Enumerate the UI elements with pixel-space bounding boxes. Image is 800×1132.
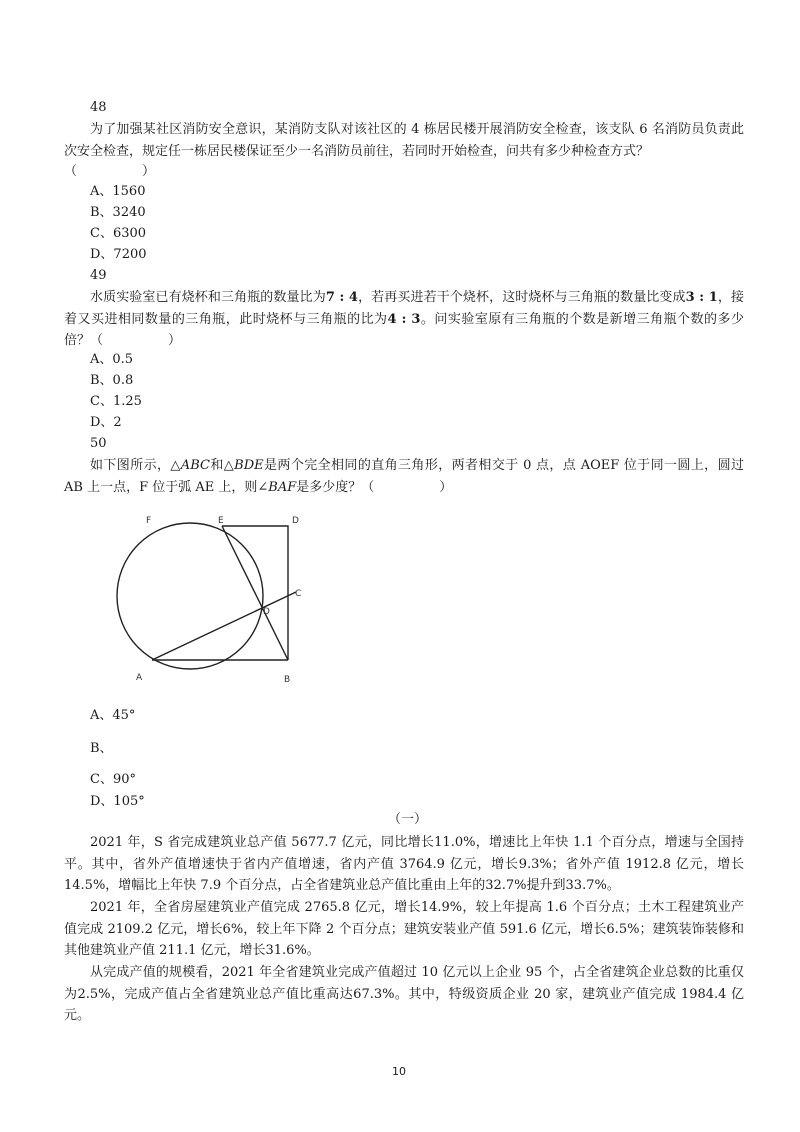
question-49-option-b[interactable]: B、0.8 (90, 373, 134, 388)
segment-eb (222, 526, 288, 660)
question-48-number: 48 (90, 100, 107, 115)
question-50-option-b[interactable]: B、 (90, 741, 113, 756)
q50-stem-part-b: 和 (209, 458, 224, 473)
q49-ratio-2: 3 : 1 (685, 290, 718, 305)
label-b: B (284, 675, 291, 685)
section-paragraph-1: 2021 年，S 省完成建筑业总产值 5677.7 亿元，同比增长11.0%，增速比上年快 1.1 个百分点，增速与全国持平。其中，省外产值增速快于省内产值增速，省内产值 3764.9 亿元，增长9.3%；省外产值 1912.8 亿元，增长14.5%，增幅比上年快 7.9 个百分点，占全省建筑业总产值比重由上年的32.7%提升到33.7%。 (64, 835, 744, 893)
q50-stem-part-d: 是多少度？（ ） (296, 479, 453, 495)
question-48-stem: 为了加强某社区消防安全意识，某消防支队对该社区的 4 栋居民楼开展消防安全检查，该支队 6 名消防员负责此次安全检查，规定任一栋居民楼保证至少一名消防员前往，若同时开始检查，问共有多少种检查方式？ (64, 122, 744, 159)
q50-triangle-bde: △BDE (223, 458, 264, 473)
page-number: 10 (392, 1065, 406, 1078)
q49-ratio-3: 4 : 3 (387, 311, 421, 327)
question-49-number: 49 (90, 268, 107, 283)
question-48-answer-blank: （ ） (64, 164, 156, 179)
section-title: （一） (388, 812, 428, 827)
q49-stem-part-c: ，接着又买进相同数量的三角瓶，此时烧杯与三角瓶的比为 (64, 290, 744, 327)
geometry-figure (100, 508, 320, 693)
question-50-option-a[interactable]: A、45° (90, 708, 136, 723)
circle (117, 523, 263, 669)
section-paragraph-3: 从完成产值的规模看，2021 年全省建筑业完成产值超过 10 亿元以上企业 95 个，占全省建筑企业总数的比重仅为2.5%，完成产值占全省建筑业总产值比重高达67.3%。其中，特级资质企业 20 家，建筑业产值完成 1984.4 亿元。 (64, 965, 744, 1023)
question-50-option-c[interactable]: C、90° (90, 772, 136, 787)
question-48-option-a[interactable]: A、1560 (90, 184, 146, 199)
question-49-option-c[interactable]: C、1.25 (90, 394, 142, 409)
question-49-option-a[interactable]: A、0.5 (90, 352, 134, 367)
label-a: A (136, 673, 143, 683)
q49-ratio-1: 7 : 4 (325, 290, 358, 305)
q50-triangle-abc: △ABC (170, 458, 210, 473)
label-e: E (218, 516, 224, 526)
q49-stem-part-d: 。问实验室原有三角瓶的个数是新增三角瓶个数的多少倍？（ ） (64, 311, 744, 348)
q50-stem-part-c: 是两个完全相同的直角三角形，两者相交于 0 点，点 AOEF 位于同一圆上，圆过 AB 上一点，F 位于弧 AE 上，则 (64, 458, 744, 495)
q50-stem-part-a: 如下图所示， (90, 458, 171, 473)
question-50-stem (64, 455, 744, 498)
question-49-stem (64, 287, 744, 352)
q49-stem-part-b: ，若再买进若干个烧杯，这时烧杯与三角瓶的数量比变成 (357, 290, 686, 305)
question-48-option-b[interactable]: B、3240 (90, 205, 146, 220)
label-o: D (263, 607, 270, 617)
q49-stem-part-a: 水质实验室已有烧杯和三角瓶的数量比为 (90, 290, 326, 305)
question-50-number: 50 (90, 436, 107, 451)
label-d: D (292, 516, 299, 526)
label-c: C (295, 589, 302, 599)
question-50-option-d[interactable]: D、105° (90, 794, 145, 809)
question-49-option-d[interactable]: D、2 (90, 415, 122, 430)
question-48-option-d[interactable]: D、7200 (90, 247, 147, 262)
section-paragraph-2: 2021 年，全省房屋建筑业产值完成 2765.8 亿元，增长14.9%，较上年提高 1.6 个百分点；土木工程建筑业产值完成 2109.2 亿元，增长6%，较上年下降 2 个百分点；建筑安装业产值 591.6 亿元，增长6.5%；建筑装饰装修和其他建筑业产值 211.1 亿元，增长31.6%。 (64, 900, 744, 958)
label-f: F (146, 516, 152, 526)
question-48-option-c[interactable]: C、6300 (90, 226, 147, 241)
segment-ac (152, 592, 296, 660)
q50-angle-baf: ∠BAF (257, 479, 297, 495)
